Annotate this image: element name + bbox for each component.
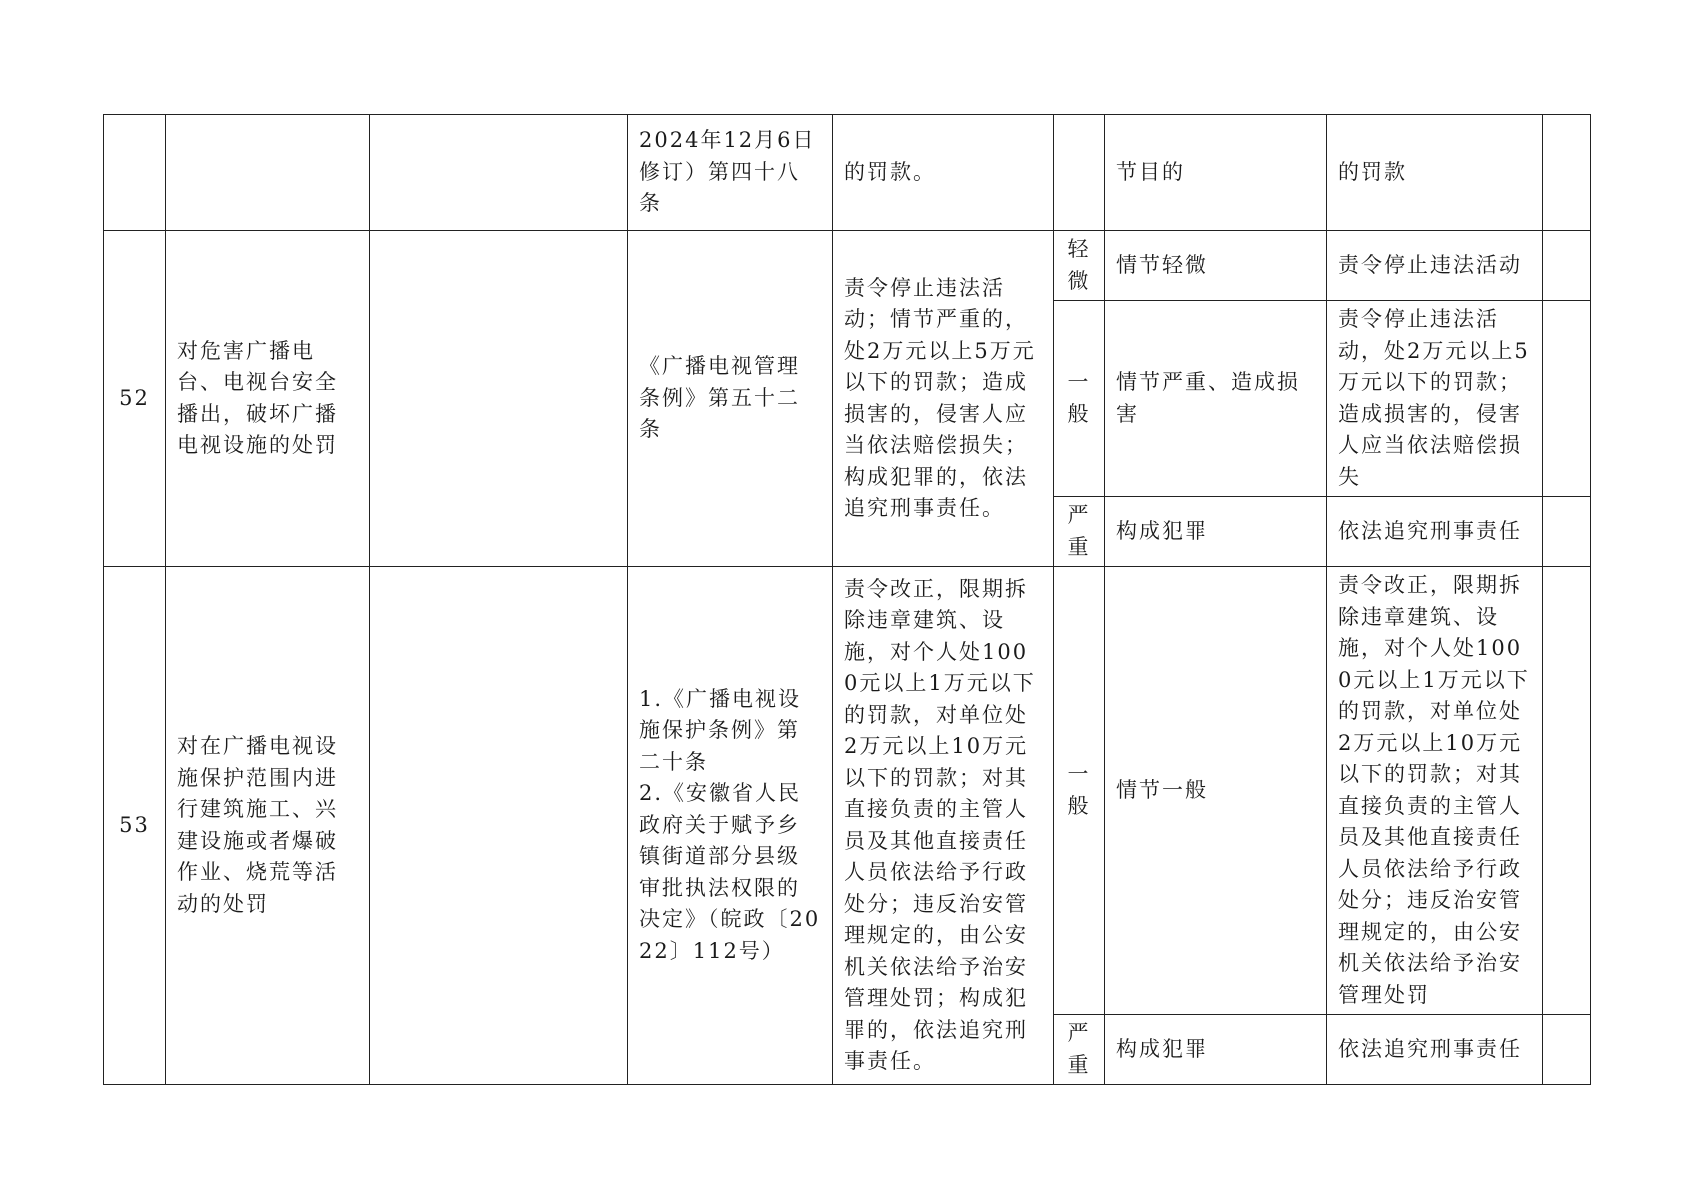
penalty-standard: 责令停止违法活动 <box>1327 231 1543 301</box>
penalty-standard: 依法追究刑事责任 <box>1327 1015 1543 1085</box>
penalty-standards-table <box>103 114 1591 1085</box>
circumstance: 情节严重、造成损害 <box>1105 301 1327 497</box>
row-number <box>104 115 166 231</box>
legal-basis-line: 2.《安徽省人民政府关于赋予乡镇街道部分县级审批执法权限的决定》（皖政〔2022〕112号） <box>639 781 821 963</box>
severity-level: 严重 <box>1054 1015 1105 1085</box>
remark-cell <box>1543 115 1591 231</box>
penalty-provision: 责令改正，限期拆除违章建筑、设施，对个人处1000元以上1万元以下的罚款，对单位处2万元以上10万元以下的罚款；对其直接负责的主管人员及其他直接责任人员依法给予行政处分；违反治安管理规定的，由公安机关依法给予治安管理处罚；构成犯罪的，依法追究刑事责任。 <box>833 567 1054 1085</box>
circumstance: 构成犯罪 <box>1105 1015 1327 1085</box>
item-name: 对危害广播电台、电视台安全播出，破坏广播电视设施的处罚 <box>166 231 370 567</box>
penalty-provision: 责令停止违法活动；情节严重的，处2万元以上5万元以下的罚款；造成损害的，侵害人应当依法赔偿损失；构成犯罪的，依法追究刑事责任。 <box>833 231 1054 567</box>
legal-basis-line: 1.《广播电视设施保护条例》第二十条 <box>639 686 802 774</box>
table-row <box>104 567 1591 1015</box>
item-name: 对在广播电视设施保护范围内进行建筑施工、兴建设施或者爆破作业、烧荒等活动的处罚 <box>166 567 370 1085</box>
legal-basis: 2024年12月6日修订）第四十八条 <box>628 115 833 231</box>
circumstance: 情节轻微 <box>1105 231 1327 301</box>
column-3-cell <box>370 115 628 231</box>
circumstance: 节目的 <box>1105 115 1327 231</box>
table-row <box>104 115 1591 231</box>
row-number: 53 <box>104 567 166 1085</box>
severity-level: 严重 <box>1054 497 1105 567</box>
circumstance: 情节一般 <box>1105 567 1327 1015</box>
remark-cell <box>1543 497 1591 567</box>
item-name <box>166 115 370 231</box>
legal-basis <box>628 567 833 1085</box>
remark-cell <box>1543 301 1591 497</box>
table-row <box>104 231 1591 301</box>
penalty-standard: 依法追究刑事责任 <box>1327 497 1543 567</box>
row-number: 52 <box>104 231 166 567</box>
circumstance: 构成犯罪 <box>1105 497 1327 567</box>
penalty-standard: 的罚款 <box>1327 115 1543 231</box>
penalty-provision: 的罚款。 <box>833 115 1054 231</box>
penalty-standard: 责令停止违法活动，处2万元以上5万元以下的罚款；造成损害的，侵害人应当依法赔偿损失 <box>1327 301 1543 497</box>
remark-cell <box>1543 231 1591 301</box>
column-3-cell <box>370 231 628 567</box>
legal-basis: 《广播电视管理条例》第五十二条 <box>628 231 833 567</box>
column-3-cell <box>370 567 628 1085</box>
severity-level: 一般 <box>1054 567 1105 1015</box>
severity-level: 轻微 <box>1054 231 1105 301</box>
remark-cell <box>1543 1015 1591 1085</box>
remark-cell <box>1543 567 1591 1015</box>
severity-level <box>1054 115 1105 231</box>
penalty-standard: 责令改正，限期拆除违章建筑、设施，对个人处1000元以上1万元以下的罚款，对单位处2万元以上10万元以下的罚款；对其直接负责的主管人员及其他直接责任人员依法给予行政处分；违反治安管理规定的，由公安机关依法给予治安管理处罚 <box>1327 567 1543 1015</box>
severity-level: 一般 <box>1054 301 1105 497</box>
